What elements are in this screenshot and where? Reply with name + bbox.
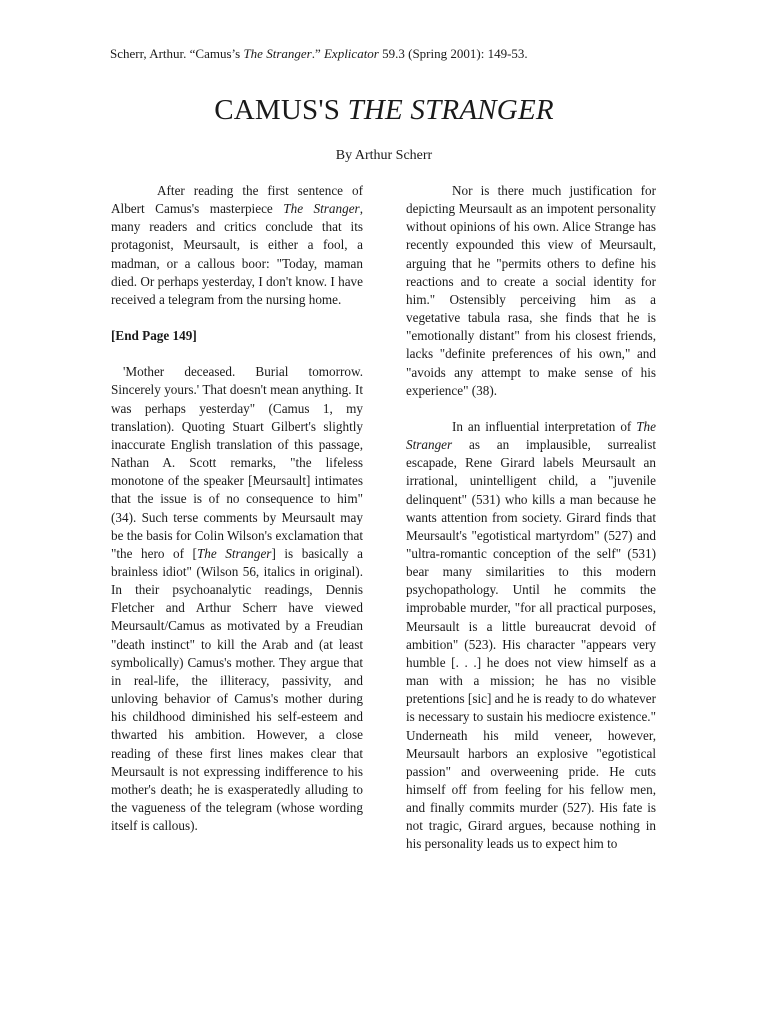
left-p2-italic: The Stranger <box>196 545 272 561</box>
left-p1-text-b: , many readers and critics conclude that its protagonist, Meursault, is either a fool, a madman, or a callous boor: "Today, maman died. Or perhaps yesterday, I don't know. I have received a telegram from the nursing home. <box>111 201 363 307</box>
left-column <box>111 182 363 835</box>
citation-details: 59.3 (Spring 2001): 149-53. <box>378 46 528 61</box>
left-paragraph-2 <box>111 363 363 835</box>
article-title <box>0 94 768 127</box>
right-paragraph-1: Nor is there much justification for depicting Meursault as an impotent personality without opinions of his own. Alice Strange has recently expounded this view of Meursault, arguing that he "permits others to define his reactions and to create a social identity for him." Ostensibly perceiving him as a vegetative tabula rasa, she finds that he is "emotionally distant" from his closest friends, lacks "definite preferences of his own," and "avoids any attempt to make sense of his experience" (38). <box>406 183 656 398</box>
citation-title-close: .” <box>311 46 324 61</box>
left-p1-text-a: After reading the first sentence of Albert Camus's masterpiece <box>111 183 363 217</box>
left-p2-text-a: 'Mother deceased. Burial tomorrow. Sincerely yours.' That doesn't mean anything. It was perhaps yesterday" (Camus 1, my translation). Quoting Stuart Gilbert's slightly inaccurate English translation of this passage, Nathan A. Scott remarks, "the lifeless monotone of the speaker [Meursault] intimates that the issue is of no consequence to him" (34). Such terse comments by Meursault may be the basis for Colin Wilson's exclamation that "the hero of [ <box>111 364 363 561</box>
citation-journal: Explicator <box>323 46 379 61</box>
title-italic: THE STRANGER <box>347 94 554 126</box>
byline: By Arthur Scherr <box>335 148 433 163</box>
citation-author: Scherr, Arthur. <box>110 46 187 61</box>
right-p2-italic: The Stranger <box>406 418 656 453</box>
citation-line <box>110 46 670 62</box>
citation-title-open: “Camus’s <box>189 46 244 61</box>
title-prefix: CAMUS'S <box>214 94 348 126</box>
left-p2-text-b: ] is basically a brainless idiot" (Wilson 56, italics in original). In their psychoanalytic readings, Dennis Fletcher and Arthur Scherr have viewed Meursault/Camus as motivated by a Freudian "death instinct" to kill the Arab and (at least symbolically) Camus's mother. They argue that in real-life, the illiteracy, passivity, and unloving behavior of Camus's mother during his childhood diminished his self-esteem and thwarted his ambition. However, a close reading of these first lines makes clear that Meursault is not expressing indifference to his mother's death; he is exasperatedly alluding to the vagueness of the telegram (whose wording itself is callous). <box>111 545 363 834</box>
end-page-marker: [End Page 149] <box>111 328 197 344</box>
right-p2-text-a: In an influential interpretation of <box>452 418 637 434</box>
left-p1-italic: The Stranger <box>283 201 360 217</box>
right-column <box>406 182 656 854</box>
right-p2-text-b: as an implausible, surrealist escapade, Rene Girard labels Meursault an irrational, unintelligent child, a "juvenile delinquent" (531) who kills a man because he wants attention from society. Girard finds that Meursault's "egotistical martyrdom" (527) and "ultra-romantic conception of the self" (531) bear many similarities to this modern psychopathology. Until he commits the improbable murder, "for all practical purposes, Meursault is a little bureaucrat devoid of ambition" (523). His character "appears very humble [. . .] he does not view himself as a man with a mission; he has no visible pretentions [sic] and he is ready to do whatever is necessary to sustain his mediocre existence." Underneath his mild veneer, however, Meursault harbors an explosive "egotistical passion" and overweening pride. He cuts himself off from feeling for his fellow men, and finally commits murder (527). His fate is not tragic, Girard argues, because nothing in his personality leads us to expect him to <box>406 437 656 852</box>
left-paragraph-1 <box>111 182 363 309</box>
citation-title-italic: The Stranger <box>243 46 312 61</box>
right-paragraph-2 <box>406 418 656 854</box>
